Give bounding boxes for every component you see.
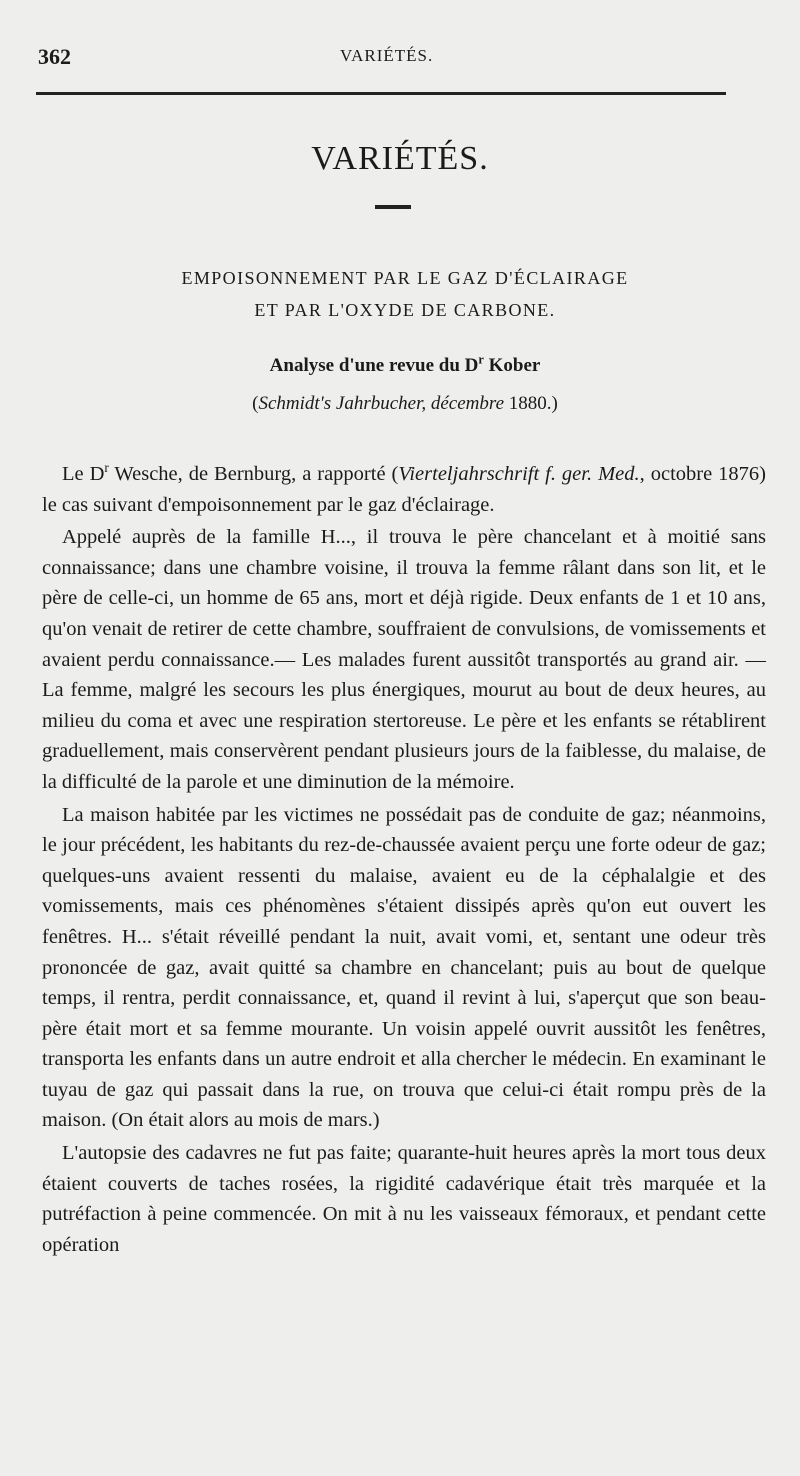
subtitle-text: Analyse d'une revue du D (269, 355, 479, 376)
page-number: 362 (38, 44, 71, 69)
subtitle-author: Kober (483, 355, 541, 376)
paragraph-4: L'autopsie des cadavres ne fut pas faite; quarante-huit heures après la mort tous deux étaient couverts de taches rosées, la rigidité cadavérique était très marquée et la putréfaction à peine commencée. On mit à nu les vaisseaux fémoraux, et pendant cette opération (42, 1142, 766, 1256)
source-citation: Schmidt's Jahrbucher, décembre (258, 393, 505, 414)
subtitle-superscript: r (478, 352, 484, 367)
p1-text-b: Wesche, de Bernburg, a rapporté ( (108, 463, 399, 485)
p1-text-c: , octobre 1876) le cas suivant d'empoisonnement par le gaz d'éclairage. (42, 463, 766, 516)
paragraph-1 (42, 459, 766, 520)
section-title: VARIÉTÉS. (311, 140, 489, 177)
article-subtitle (40, 352, 770, 377)
p1-text-a: Le D (62, 463, 105, 485)
paragraph-2: Appelé auprès de la famille H..., il trouva le père chancelant et à moitié sans connaissance; dans une chambre voisine, il trouva la femme râlant dans son lit, et le père de celle-ci, un homme de 65 ans, mort et déjà rigide. Deux enfants de 1 et 10 ans, qu'on venait de retirer de cette chambre, souffraient de convulsions, de vomissements et avaient perdu connaissance.— Les malades furent aussitôt transportés au grand air. — La femme, malgré les secours les plus énergiques, mourut au bout de deux heures, au milieu du coma et avec une respiration stertoreuse. Le père et les enfants se rétablirent graduellement, mais conservèrent pendant plusieurs jours de la faiblesse, du malaise, de la difficulté de la parole et une diminution de la mémoire. (42, 526, 766, 793)
running-title: VARIÉTÉS. (340, 46, 434, 65)
source-open-paren: ( (252, 393, 259, 414)
running-head (38, 42, 760, 72)
article-body (42, 459, 766, 1260)
article-title (40, 262, 770, 326)
p1-superscript: r (104, 460, 109, 476)
p1-journal-title: Vierteljahrschrift f. ger. Med. (398, 463, 640, 485)
article-title-line-2: ET PAR L'OXYDE DE CARBONE. (254, 300, 556, 320)
article-source (40, 393, 770, 415)
header-rule (36, 92, 726, 95)
article-title-line-1: EMPOISONNEMENT PAR LE GAZ D'ÉCLAIRAGE (181, 268, 629, 288)
source-year: 1880.) (504, 393, 558, 414)
title-divider (375, 205, 411, 209)
paragraph-3: La maison habitée par les victimes ne possédait pas de conduite de gaz; néanmoins, le jour précédent, les habitants du rez-de-chaussée avaient perçu une forte odeur de gaz; quelques-uns avaient ressenti du malaise, avaient eu de la céphalalgie et des vomissements, mais ces phénomènes s'étaient dissipés après qu'on eut ouvert les fenêtres. H... s'était réveillé pendant la nuit, avait vomi, et, sentant une odeur très prononcée de gaz, avait quitté sa chambre en chancelant; puis au bout de quelque temps, il rentra, perdit connaissance, et, quand il revint à lui, s'aperçut que son beau-père était mort et sa femme mourante. Un voisin appelé ouvrit aussitôt les fenêtres, transporta les enfants dans un autre endroit et alla chercher le médecin. En examinant le tuyau de gaz qui passait dans la rue, on trouva que celui-ci était rompu près de la maison. (On était alors au mois de mars.) (42, 803, 766, 1132)
